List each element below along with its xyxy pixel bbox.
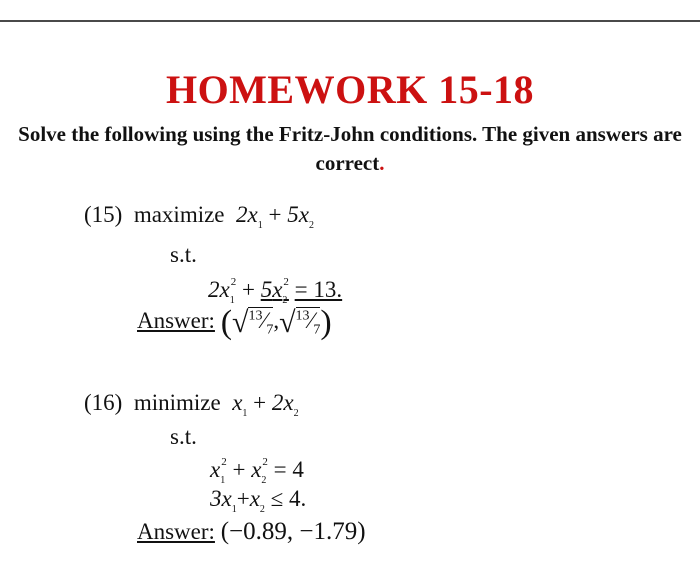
problem-16-answer: [137, 518, 366, 546]
problem-15-answer: Answer: $(√^{13}⁄_7,√^{13}⁄_7)$: [137, 304, 332, 341]
problem-15-objective: $2x_1 + 5x_2$: [236, 202, 314, 231]
problem-16-st: s.t.: [170, 424, 197, 449]
problem-15-constraint: $2x_1^2 + 5x_2^2 = 13$.: [208, 276, 343, 306]
instructions: [8, 120, 692, 178]
problem-16-objective-word: minimize: [133, 390, 221, 415]
problem-16-constraint-1: $x_1^2 + x_2^2 = 4$: [210, 456, 304, 486]
problem-15-st: s.t.: [170, 242, 197, 267]
problem-15-answer-label: Answer:: [137, 308, 215, 333]
problem-16-objective: $x_1 + 2x_2$: [232, 390, 299, 419]
problem-16-answer-label: Answer:: [137, 519, 215, 544]
problem-15-header: [84, 202, 314, 231]
problem-16-answer-value: (−0.89, −1.79): [220, 518, 366, 545]
page-title: HOMEWORK 15-18: [165, 67, 535, 112]
problem-16-header: [84, 390, 299, 419]
instructions-period: .: [379, 151, 385, 175]
instructions-text: Solve the following using the Fritz-John conditions. The given answers are correct: [18, 122, 682, 175]
top-rule: [0, 20, 700, 22]
problem-16-number: (16): [84, 390, 123, 415]
problem-16-constraint-2: $3x_1+x_2 \le 4$.: [210, 486, 307, 515]
problem-15-number: (15): [84, 202, 123, 227]
problem-15-objective-word: maximize: [133, 202, 225, 227]
